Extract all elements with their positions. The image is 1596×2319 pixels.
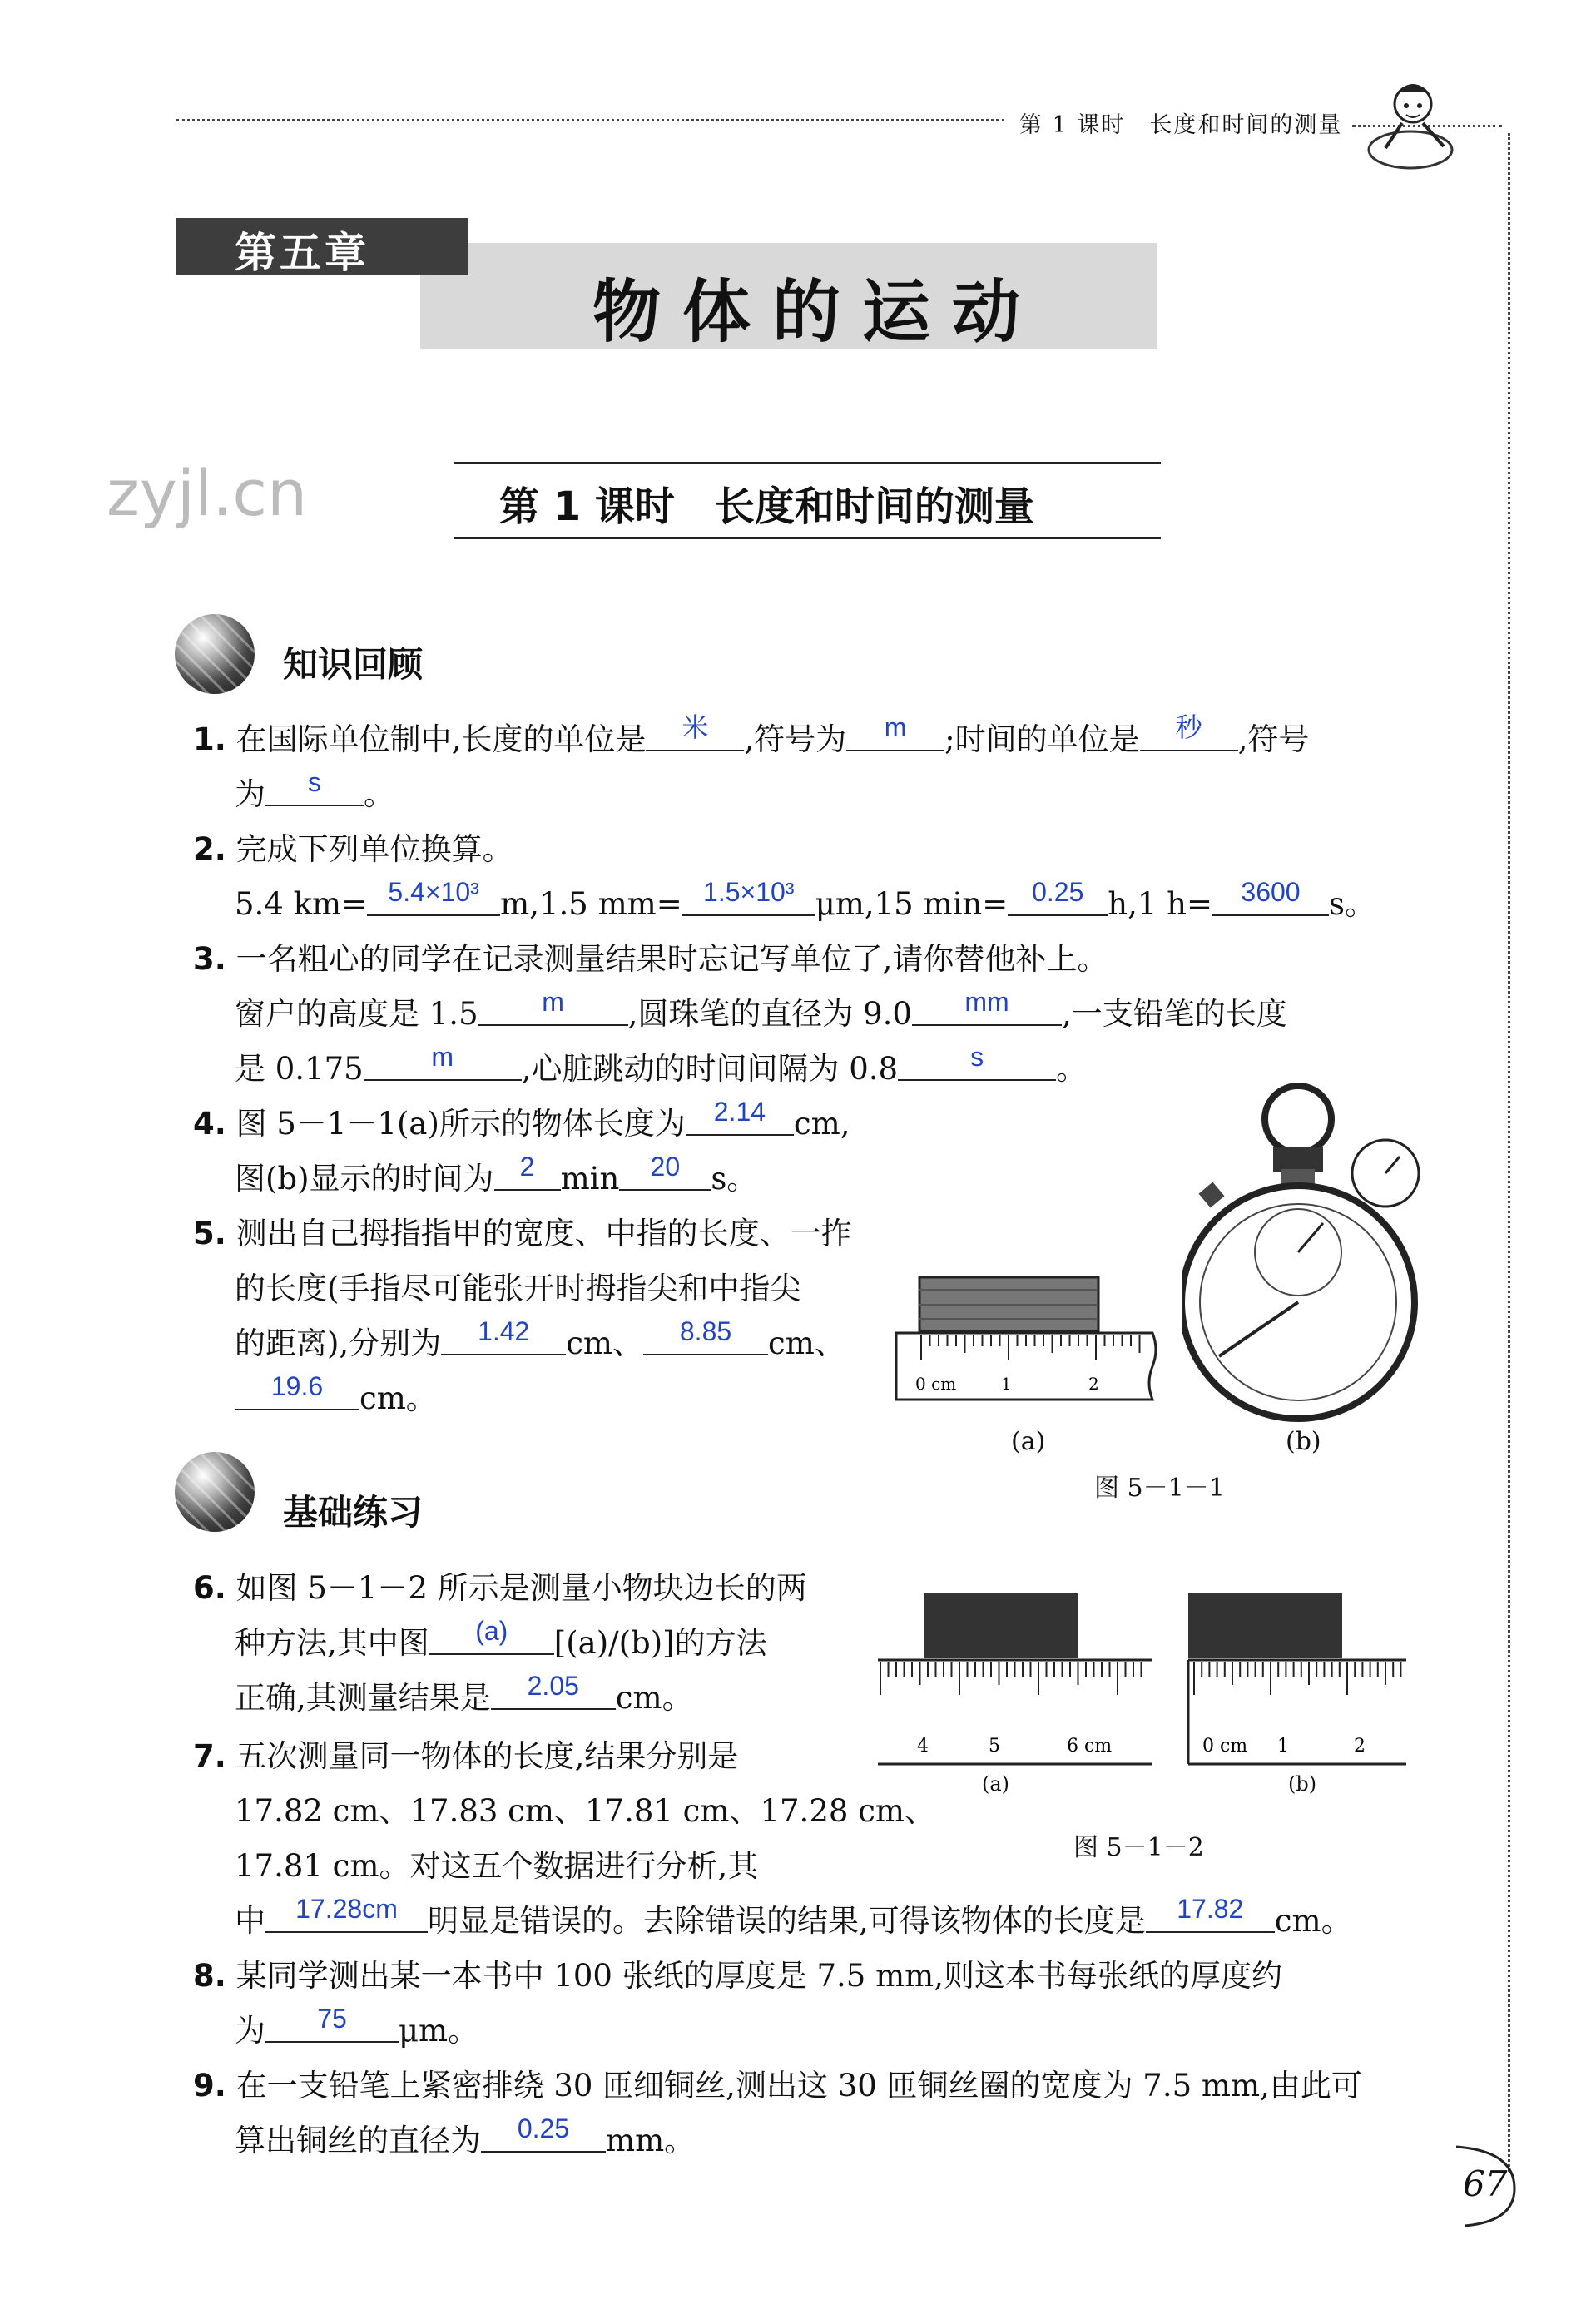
q3-line1: 3. 一名粗心的同学在记录测量结果时忘记写单位了,请你替他补上。 [193, 941, 1108, 977]
fig1-label-b: (b) [1286, 1427, 1321, 1456]
fig2-label-a: (a) [982, 1772, 1010, 1796]
header-rule-left [176, 119, 1004, 121]
q9-line2: 算出铜丝的直径为 0.25 mm。 [235, 2113, 696, 2158]
lesson-title: 第 1 课时 长度和时间的测量 [499, 483, 1034, 530]
q5-line2: 的长度(手指尽可能张开时拇指尖和中指尖 [235, 1271, 801, 1306]
ruler-2a-label-1: 5 [989, 1736, 1000, 1757]
fig1-label-a: (a) [1011, 1427, 1046, 1456]
q7-line1: 7. 五次测量同一物体的长度,结果分别是 [193, 1738, 739, 1774]
q2-line2: 5.4 km= 5.4×10³ m,1.5 mm= 1.5×10³ μm,15 min= 0.25 h,1 h= 3600 s。 [235, 877, 1375, 922]
ruler-figure-a [895, 1273, 1169, 1406]
q7-line3: 17.81 cm。对这五个数据进行分析,其 [235, 1848, 759, 1884]
section-review-title: 知识回顾 [283, 644, 424, 685]
ruler-a-label-2: 2 [1088, 1374, 1099, 1394]
q5-line1: 5. 测出自己拇指指甲的宽度、中指的长度、一拃 [193, 1216, 852, 1251]
q6-line1: 6. 如图 5－1－2 所示是测量小物块边长的两 [193, 1570, 807, 1606]
lesson-rule-top [454, 462, 1161, 464]
ruler-figure-b-a [874, 1589, 1157, 1781]
globe-icon-2 [175, 1452, 255, 1532]
q5-line4: 19.6 cm。 [235, 1383, 437, 1415]
q7-line4: 中 17.28cm 明显是错误的。去除错误的结果,可得该物体的长度是 17.82 cm。 [235, 1894, 1352, 1939]
q9-line1: 9. 在一支铅笔上紧密排绕 30 匝细铜丝,测出这 30 匝铜丝圈的宽度为 7.5 mm,由此可 [193, 2068, 1362, 2103]
ruler-2a-label-0: 4 [917, 1736, 929, 1757]
q4-line2: 图(b)显示的时间为 2 min 20 s。 [235, 1152, 758, 1197]
q8-line2: 为 75 μm。 [235, 2004, 479, 2049]
q1-line1: 1. 在国际单位制中,长度的单位是 米 ,符号为 m ;时间的单位是 秒 ,符号 [193, 712, 1310, 757]
watermark: zyjl.cn [107, 456, 308, 530]
ruler-figure-b-b [1186, 1589, 1410, 1781]
page-number: 67 [1463, 2163, 1508, 2204]
ruler-a-label-0: 0 cm [915, 1374, 957, 1394]
q1-line2: 为 s 。 [235, 767, 394, 812]
q3-line3: 是 0.175 m ,心脏跳动的时间间隔为 0.8 s 。 [235, 1042, 1088, 1087]
ruler-2b-label-1: 1 [1277, 1736, 1289, 1757]
ruler-2b-label-0: 0 cm [1202, 1736, 1248, 1757]
ruler-a-label-1: 1 [1001, 1374, 1012, 1394]
globe-icon [175, 614, 255, 694]
q3-line2: 窗户的高度是 1.5 m ,圆珠笔的直径为 9.0 mm ,一支铅笔的长度 [235, 987, 1287, 1032]
chapter-title: 物体的运动 [592, 273, 1043, 352]
running-header: 第 1 课时 长度和时间的测量 [1019, 112, 1343, 138]
fig2-caption: 图 5－1－2 [1073, 1833, 1204, 1862]
lesson-rule-bottom [454, 537, 1161, 539]
stopwatch-icon [1182, 1082, 1456, 1431]
ruler-2b-label-2: 2 [1354, 1736, 1366, 1757]
section-basic-title: 基础练习 [283, 1492, 424, 1533]
q5-line3: 的距离),分别为 1.42 cm、 8.85 cm、 [235, 1316, 845, 1361]
right-margin-rule [1508, 133, 1510, 2172]
ruler-2a-label-2: 6 cm [1067, 1736, 1113, 1757]
mascot-icon [1365, 67, 1465, 175]
chapter-label: 第五章 [235, 228, 369, 277]
fig2-label-b: (b) [1288, 1772, 1317, 1796]
q8-line1: 8. 某同学测出某一本书中 100 张纸的厚度是 7.5 mm,则这本书每张纸的厚度约 [193, 1958, 1283, 1994]
q4-line1: 4. 图 5－1－1(a)所示的物体长度为 2.14 cm, [193, 1097, 850, 1142]
q6-line3: 正确,其测量结果是 2.05 cm。 [235, 1671, 693, 1716]
fig1-caption: 图 5－1－1 [1094, 1474, 1225, 1503]
q2-line1: 2. 完成下列单位换算。 [193, 831, 513, 867]
q7-line2: 17.82 cm、17.83 cm、17.81 cm、17.28 cm、 [235, 1793, 935, 1829]
q6-line2: 种方法,其中图 (a) [(a)/(b)]的方法 [235, 1616, 767, 1661]
